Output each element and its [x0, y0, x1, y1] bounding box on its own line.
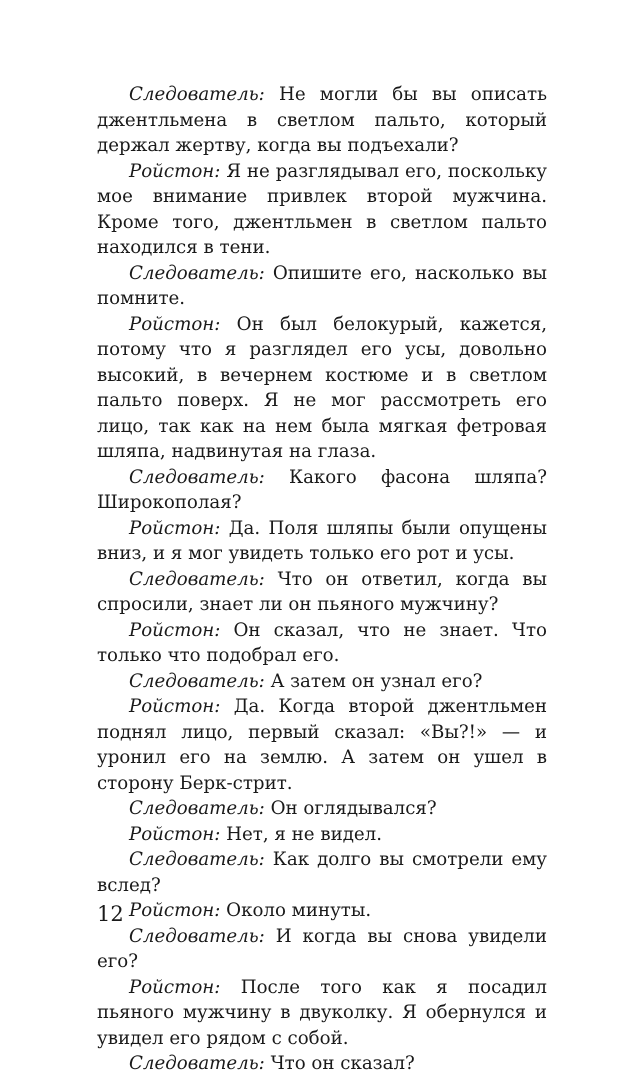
- speaker-label: Следователь:: [129, 925, 265, 947]
- speaker-label: Ройстон:: [129, 313, 221, 335]
- speaker-label: Следователь:: [129, 84, 265, 105]
- speaker-label: Следователь:: [129, 466, 265, 488]
- dialogue-paragraph: [97, 159, 547, 261]
- dialogue-paragraph: [97, 1051, 547, 1077]
- dialogue-paragraph: [97, 924, 547, 975]
- speaker-label: Ройстон:: [129, 619, 221, 641]
- dialogue-paragraph: [97, 975, 547, 1052]
- speaker-label: Следователь:: [129, 670, 265, 692]
- dialogue-paragraph: [97, 567, 547, 618]
- dialogue-paragraph: [97, 618, 547, 669]
- speaker-label: Ройстон:: [129, 160, 221, 182]
- dialogue-line: А затем он узнал его?: [264, 670, 483, 692]
- dialogue-paragraph: [97, 796, 547, 822]
- dialogue-line: Он был белокурый, кажется, потому что я разглядел его усы, довольно высокий, в вечернем костюме и в светлом пальто поверх. Я не мог рассмотреть его лицо, так как на нем была мягкая фетровая шляпа, надвинутая на глаза.: [97, 313, 547, 462]
- dialogue-paragraph: [97, 898, 547, 924]
- dialogue-line: Я не разглядывал его, поскольку мое внимание привлек второй мужчина. Кроме того, джентльмен в светлом пальто находился в тени.: [97, 160, 547, 258]
- speaker-label: Ройстон:: [129, 696, 221, 717]
- dialogue-paragraph: [97, 465, 547, 516]
- dialogue-paragraph: [97, 822, 547, 848]
- dialogue-paragraph: [97, 694, 547, 796]
- dialogue-line: И когда вы снова увидели его?: [97, 925, 547, 972]
- speaker-label: Следователь:: [129, 262, 265, 284]
- speaker-label: Следователь:: [129, 849, 265, 870]
- dialogue-paragraph: [97, 847, 547, 898]
- speaker-label: Следователь:: [129, 1053, 265, 1074]
- speaker-label: Ройстон:: [129, 976, 221, 998]
- dialogue-line: Да. Поля шляпы были опущены вниз, и я мог увидеть только его рот и усы.: [97, 517, 547, 564]
- dialogue-line: Да. Когда второй джентльмен поднял лицо, первый сказал: «Вы?!» — и уронил его на землю. А затем он ушел в сторону Берк-стрит.: [97, 696, 547, 794]
- dialogue-line: Какого фасона шляпа? Широкополая?: [97, 466, 547, 513]
- dialogue-line: После того как я посадил пьяного мужчину в двуколку. Я обернулся и увидел его рядом с собой.: [97, 976, 547, 1049]
- dialogue-line: Как долго вы смотрели ему вслед?: [97, 849, 547, 896]
- speaker-label: Ройстон:: [129, 900, 221, 921]
- dialogue-text: [97, 82, 547, 1077]
- dialogue-paragraph: [97, 261, 547, 312]
- dialogue-paragraph: [97, 312, 547, 465]
- dialogue-line: Он оглядывался?: [264, 798, 437, 819]
- dialogue-line: Нет, я не видел.: [220, 823, 383, 845]
- dialogue-paragraph: [97, 516, 547, 567]
- dialogue-line: Около минуты.: [220, 900, 372, 921]
- dialogue-paragraph: [97, 669, 547, 695]
- dialogue-line: Что он ответил, когда вы спросили, знает ли он пьяного мужчину?: [97, 568, 547, 615]
- speaker-label: Следователь:: [129, 798, 265, 819]
- dialogue-line: Он сказал, что не знает. Что только что подобрал его.: [97, 619, 547, 666]
- speaker-label: Ройстон:: [129, 823, 221, 845]
- dialogue-line: Не могли бы вы описать джентльмена в светлом пальто, который держал жертву, когда вы подъехали?: [97, 84, 547, 156]
- dialogue-line: Опишите его, насколько вы помните.: [97, 262, 547, 309]
- speaker-label: Ройстон:: [129, 517, 221, 539]
- page-number: 12: [97, 902, 124, 926]
- dialogue-line: Что он сказал?: [264, 1053, 415, 1074]
- dialogue-paragraph: [97, 82, 547, 159]
- speaker-label: Следователь:: [129, 568, 265, 590]
